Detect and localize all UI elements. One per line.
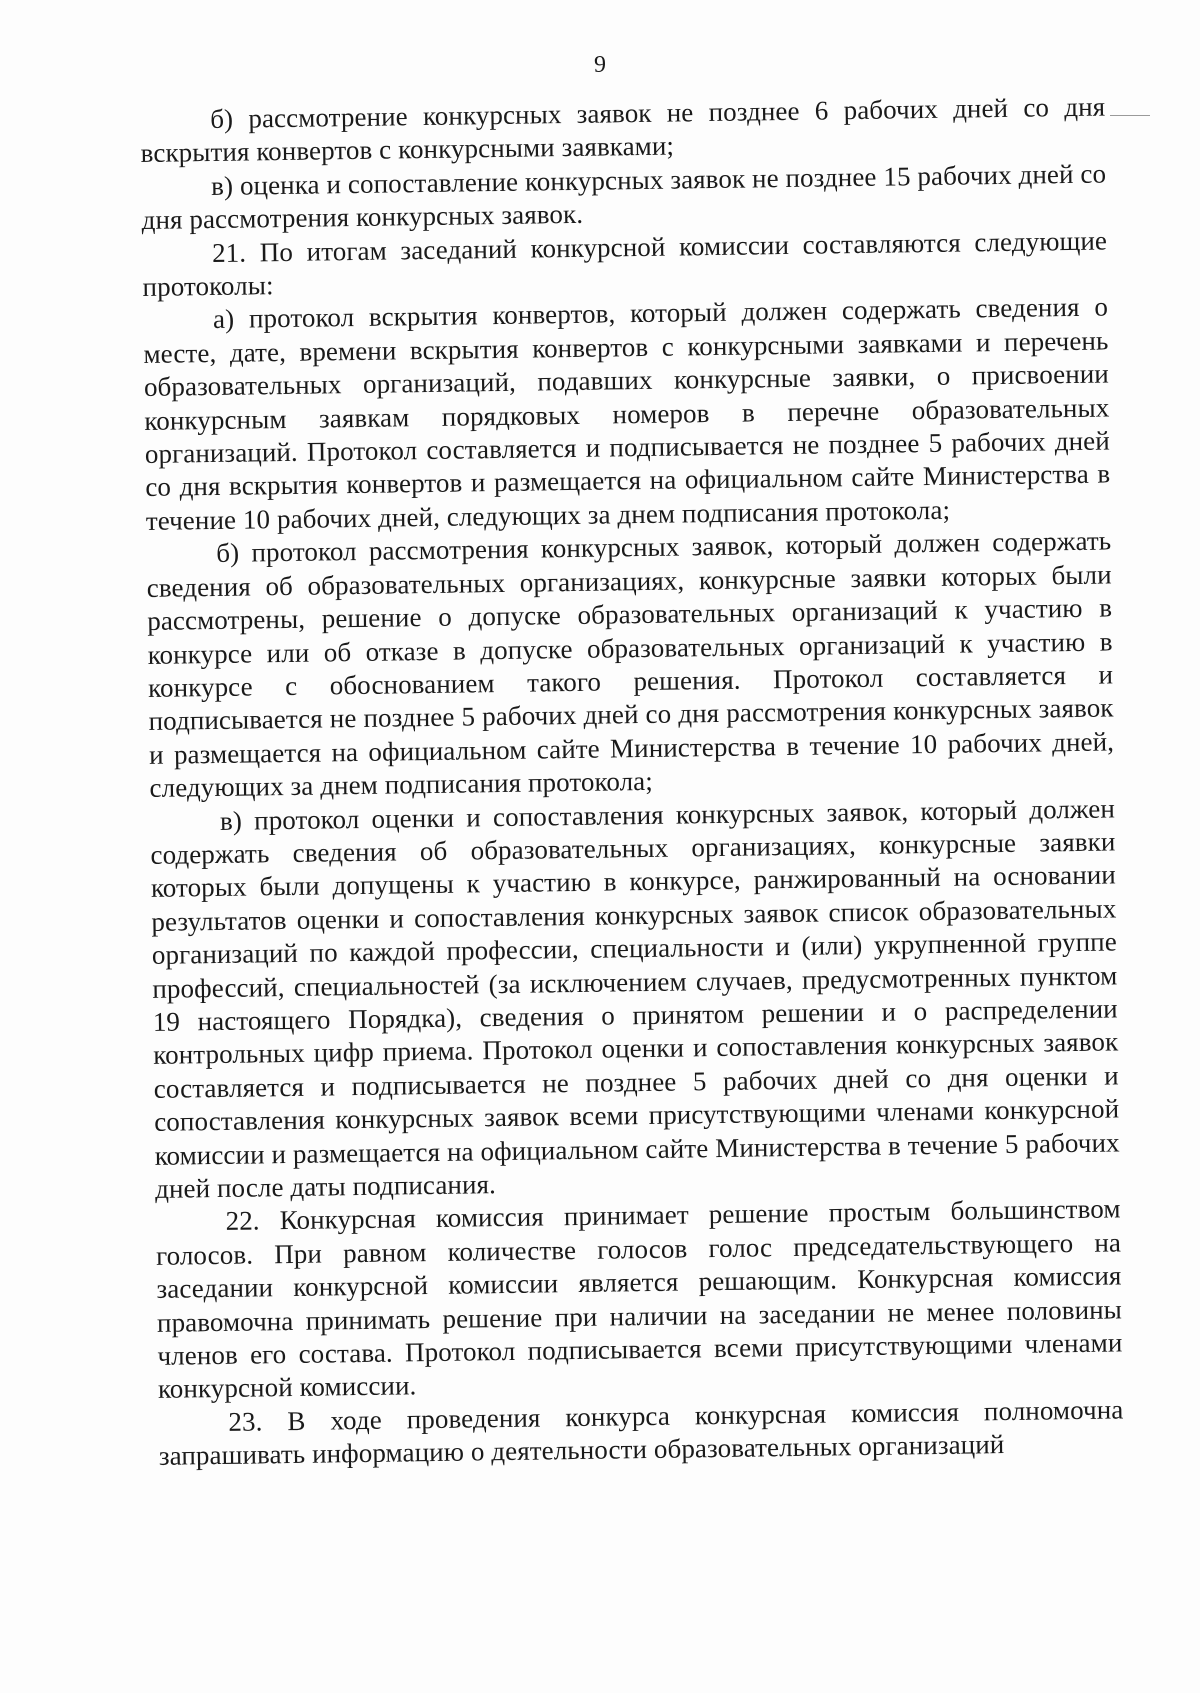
paragraph-23: 23. В ходе проведения конкурса конкурсная комиссия полномочна запрашивать информацию о деятельности образовательных организаций — [158, 1394, 1124, 1472]
scan-artifact-line — [1110, 115, 1150, 116]
paragraph-20v: в) оценка и сопоставление конкурсных заявок не позднее 15 рабочих дней со дня рассмотрения конкурсных заявок. — [141, 158, 1107, 236]
paragraph-20b: б) рассмотрение конкурсных заявок не позднее 6 рабочих дней со дня вскрытия конвертов с конкурсными заявками; — [140, 91, 1106, 169]
page-number: 9 — [594, 52, 606, 78]
paragraph-21b: б) протокол рассмотрения конкурсных заявок, который должен содержать сведения об образовательных организациях, конкурсные заявки которых были рассмотрены, решение о допуске образовательных организаций к участию в конкурсе или об отказе в допуске образовательных организаций к участию в конкурсе с обоснованием такого решения. Протокол составляется и подписывается не позднее 5 рабочих дней со дня рассмотрения конкурсных заявок и размещается на официальном сайте Министерства в течение 10 рабочих дней, следующих за днем подписания протокола; — [146, 525, 1115, 804]
paragraph-22: 22. Конкурсная комиссия принимает решение простым большинством голосов. При равном количестве голосов голос председательствующего на заседании конкурсной комиссии является решающим. Конкурсная комиссия правомочна принимать решение при наличии на заседании не менее половины членов его состава. Протокол подписывается всеми присутствующими членами конкурсной комиссии. — [155, 1193, 1123, 1405]
paragraph-21v: в) протокол оценки и сопоставления конкурсных заявок, который должен содержать сведения об образовательных организациях, конкурсные заявки которых были допущены к участию в конкурсе, ранжированный на основании результатов оценки и сопоставления конкурсных заявок список образовательных организаций по каждой профессии, специальности и (или) укрупненной группе профессий, специальностей (за исключением случаев, предусмотренных пунктом 19 настоящего Порядка), сведения о принятом решении и о распределении контрольных цифр приема. Протокол оценки и сопоставления конкурсных заявок составляется и подписывается не позднее 5 рабочих дней со дня оценки и сопоставления конкурсных заявок всеми присутствующими членами конкурсной комиссии и размещается на официальном сайте Министерства в течение 5 рабочих дней после даты подписания. — [150, 792, 1120, 1204]
paragraph-21: 21. По итогам заседаний конкурсной комиссии составляются следующие протоколы: — [142, 225, 1108, 303]
document-body — [140, 91, 1124, 1474]
paragraph-21a: а) протокол вскрытия конвертов, который должен содержать сведения о месте, дате, времени вскрытия конвертов с конкурсными заявками и перечень образовательных организаций, подавших конкурсные заявки, о присвоении конкурсным заявкам порядковых номеров в перечне образовательных организаций. Протокол составляется и подписывается не позднее 5 рабочих дней со дня вскрытия конвертов и размещается на официальном сайте Министерства в течение 10 рабочих дней, следующих за днем подписания протокола; — [143, 291, 1111, 536]
